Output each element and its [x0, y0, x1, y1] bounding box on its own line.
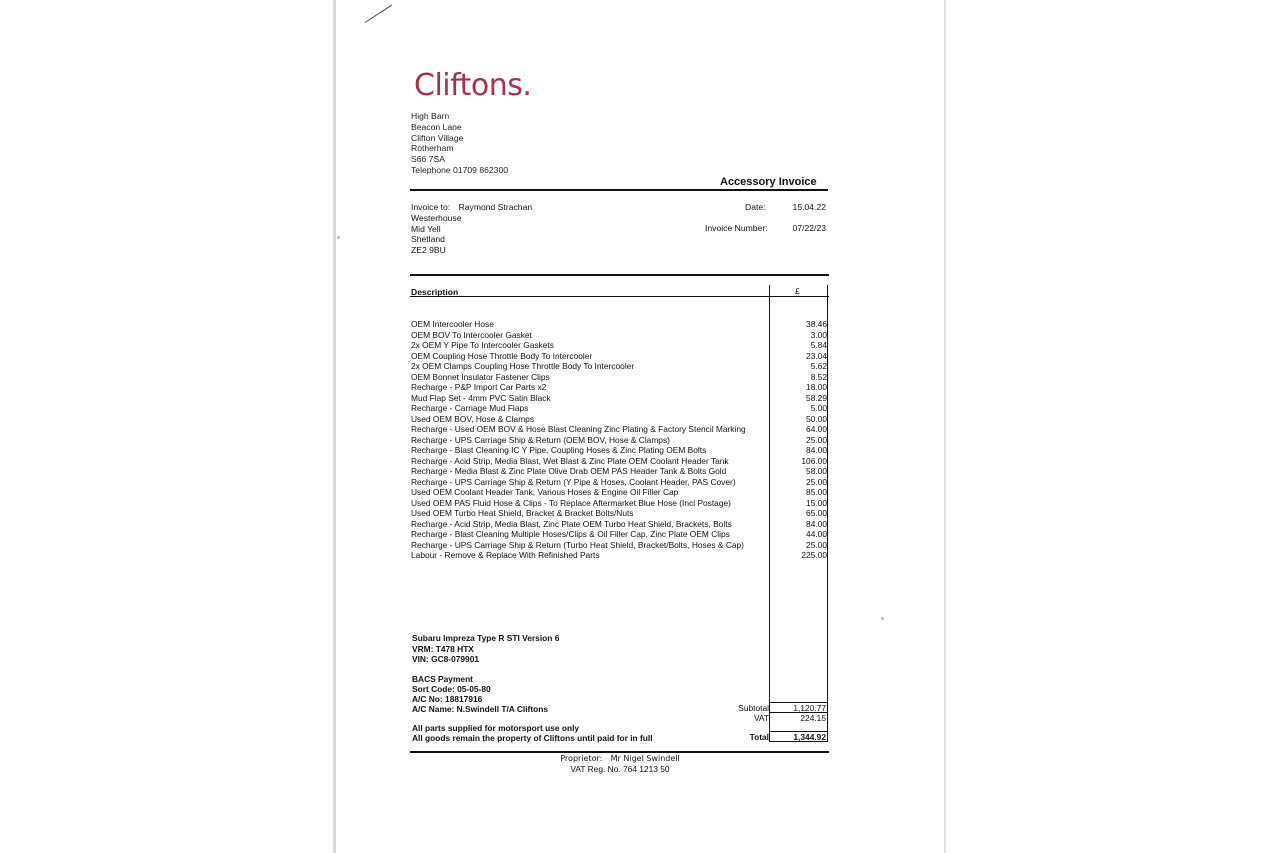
line-item — [411, 403, 829, 414]
line-item-description: 2x OEM Clamps Coupling Hose Throttle Body To Intercooler — [411, 361, 635, 371]
line-item — [411, 393, 829, 404]
table-header-rule — [410, 296, 829, 297]
line-item — [411, 540, 829, 551]
account-name: A/C Name: N.Swindell T/A Cliftons — [412, 704, 549, 714]
line-item-amount: 85.00 — [806, 487, 827, 497]
sort-code: Sort Code: 05-05-80 — [412, 684, 491, 694]
line-item-amount: 225.00 — [801, 550, 827, 560]
proprietor-name: Mr Nigel Swindell — [610, 754, 680, 763]
line-item-amount: 58.00 — [806, 466, 827, 476]
line-item-description: Recharge - Acid Strip, Media Blast, Zinc Plate OEM Turbo Heat Shield, Brackets, Bolts — [411, 518, 732, 529]
vat-value: 224.15 — [800, 713, 826, 723]
line-item-description: Mud Flap Set - 4mm PVC Satin Black — [411, 392, 551, 403]
customer-name: Raymond Strachan — [458, 202, 533, 212]
line-item — [411, 330, 829, 341]
scan-edge-right — [944, 0, 946, 853]
line-item-description: Recharge - UPS Carriage Ship & Return (Turbo Heat Shield, Bracket/Bolts, Hoses & Cap) — [411, 539, 744, 550]
payment-details — [412, 674, 548, 714]
line-item-amount: 3.00 — [810, 329, 827, 340]
address-line: High Barn — [411, 111, 450, 121]
line-item — [411, 340, 829, 351]
line-item-amount: 44.00 — [806, 529, 827, 539]
line-item-description: OEM Intercooler Hose — [411, 319, 494, 329]
line-item-amount: 84.00 — [806, 518, 827, 529]
scan-speck — [881, 617, 884, 620]
line-item-description: Labour - Remove & Replace With Refinished Parts — [411, 550, 600, 560]
line-item-amount: 50.00 — [806, 413, 827, 424]
date-label: Date: — [745, 202, 766, 212]
invoice-number: 07/22/23 — [792, 223, 826, 233]
amount-header: £ — [795, 286, 800, 296]
line-item-amount: 65.00 — [806, 508, 827, 518]
total-label: Total — [749, 732, 769, 742]
line-item — [411, 382, 829, 393]
total-value: 1,344.92 — [793, 732, 826, 742]
subtotal-value: 1,120.77 — [793, 703, 826, 713]
vehicle-model: Subaru Impreza Type R STI Version 6 — [412, 633, 560, 643]
invoice-to-block — [411, 202, 532, 256]
address-line: Beacon Lane — [411, 121, 462, 132]
vat-registration: VAT Reg. No. 764 1213 50 — [570, 764, 670, 774]
line-item-amount: 18.00 — [806, 382, 827, 392]
account-number: A/C No: 18817916 — [412, 694, 483, 704]
subtotal-label: Subtotal — [738, 703, 769, 713]
line-item-description: Used OEM PAS Fluid Hose & Clips - To Replace Aftermarket Blue Hose (Incl Postage) — [411, 497, 731, 508]
line-item — [411, 319, 829, 330]
line-item — [411, 351, 829, 362]
line-item-description: Used OEM BOV, Hose & Clamps — [411, 413, 535, 424]
line-item-description: Recharge - UPS Carriage Ship & Return (OEM BOV, Hose & Clamps) — [411, 434, 670, 445]
customer-address-line: Westerhouse — [411, 212, 462, 223]
line-item — [411, 361, 829, 372]
description-header: Description — [411, 287, 459, 297]
payment-method: BACS Payment — [412, 674, 473, 684]
line-item-amount: 58.29 — [806, 392, 827, 403]
customer-address-line: Mid Yell — [411, 223, 441, 234]
line-item-amount: 25.00 — [806, 539, 827, 550]
company-logo: Cliftons. — [414, 68, 532, 103]
line-item — [411, 519, 829, 530]
vehicle-vrm: VRM: T478 HTX — [412, 643, 474, 654]
line-item — [411, 550, 829, 561]
line-item-amount: 84.00 — [806, 445, 827, 455]
line-item — [411, 424, 829, 435]
line-item-amount: 15.00 — [806, 497, 827, 508]
line-item-description: Recharge - Blast Cleaning IC Y Pipe, Coupling Hoses & Zinc Plating OEM Bolts — [411, 445, 707, 455]
line-item — [411, 372, 829, 383]
line-item-amount: 23.04 — [806, 350, 827, 361]
line-item — [411, 456, 829, 467]
header-rule — [410, 189, 828, 191]
document-title: Accessory Invoice — [720, 176, 817, 188]
note-line: All parts supplied for motorsport use only — [412, 723, 580, 733]
address-line: Telephone 01709 862300 — [411, 164, 509, 175]
invoice-date: 15.04.22 — [792, 202, 826, 212]
line-item-description: OEM BOV To Intercooler Gasket — [411, 329, 532, 340]
line-item — [411, 414, 829, 425]
customer-address-line: Shetland — [411, 234, 445, 245]
line-item-description: Recharge - Used OEM BOV & Hose Blast Cleaning Zinc Plating & Factory Stencil Marking — [411, 424, 746, 434]
line-item — [411, 508, 829, 519]
line-item — [411, 529, 829, 540]
line-item — [411, 498, 829, 509]
invoice-to-label: Invoice to: — [411, 202, 451, 212]
line-item — [411, 477, 829, 488]
line-item — [411, 435, 829, 446]
line-item-description: Recharge - UPS Carriage Ship & Return (Y Pipe & Hoses, Coolant Header, PAS Cover) — [411, 476, 736, 487]
address-line: Rotherham — [411, 143, 454, 154]
table-top-rule — [410, 274, 829, 276]
address-line: Clifton Village — [411, 132, 464, 143]
line-item-description: OEM Bonnet Insulator Fastener Clips — [411, 371, 550, 382]
note-line: All goods remain the property of Cliftons until paid for in full — [412, 732, 653, 743]
vehicle-vin: VIN: GC8-079901 — [412, 654, 480, 664]
address-line: S66 7SA — [411, 154, 445, 165]
line-item-description: Used OEM Turbo Heat Shield, Bracket & Bracket Bolts/Nuts — [411, 508, 634, 518]
vat-label: VAT — [753, 713, 769, 723]
line-item-description: Recharge - Media Blast & Zinc Plate Olive Drab OEM PAS Header Tank & Bolts Gold — [411, 466, 727, 476]
company-address — [411, 111, 508, 176]
footer — [411, 753, 829, 775]
line-item — [411, 487, 829, 498]
line-item-amount: 25.00 — [806, 476, 827, 487]
line-item-description: Recharge - P&P Import Car Parts x2 — [411, 382, 547, 392]
line-item-amount: 38.46 — [806, 319, 827, 329]
line-item-amount: 8.52 — [810, 371, 827, 382]
invoice-number-label: Invoice Number: — [705, 223, 768, 233]
terms-notes — [412, 724, 653, 743]
line-item-description: Recharge - Carriage Mud Flaps — [411, 403, 529, 413]
line-item-amount: 106.00 — [801, 455, 827, 466]
line-item-amount: 64.00 — [806, 424, 827, 434]
line-items — [411, 319, 829, 561]
line-item-amount: 5.84 — [810, 340, 827, 350]
line-item-description: OEM Coupling Hose Throttle Body To Intercooler — [411, 350, 593, 361]
vehicle-details — [412, 633, 559, 665]
line-item — [411, 445, 829, 456]
line-item-description: 2x OEM Y Pipe To Intercooler Gaskets — [411, 340, 554, 350]
line-item-amount: 5.00 — [810, 403, 827, 413]
scan-speck — [337, 236, 340, 239]
customer-address-line: ZE2 9BU — [411, 245, 446, 256]
line-item-amount: 5.62 — [810, 361, 827, 371]
line-item-description: Recharge - Acid Strip, Media Blast, Wet Blast & Zinc Plate OEM Coolant Header Tank — [411, 455, 729, 466]
line-item — [411, 466, 829, 477]
line-item-description: Recharge - Blast Cleaning Multiple Hoses/Clips & Oil Filler Cap, Zinc Plate OEM Clips — [411, 529, 730, 539]
line-item-description: Used OEM Coolant Header Tank, Various Hoses & Engine Oil Filler Cap — [411, 487, 679, 497]
line-item-amount: 25.00 — [806, 434, 827, 445]
proprietor-label: Proprietor: — [560, 754, 603, 763]
